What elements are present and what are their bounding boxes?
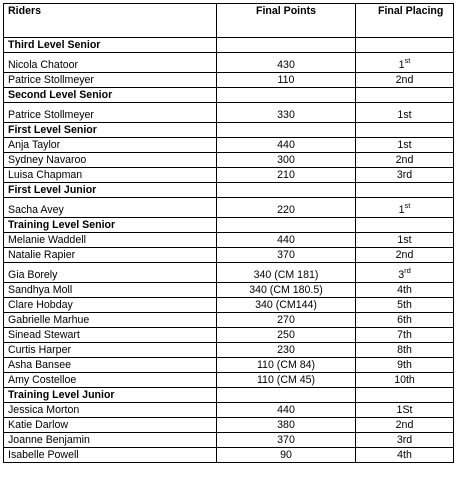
table-row — [4, 373, 454, 388]
table-row — [4, 103, 454, 123]
final-placing: 4th — [356, 283, 454, 298]
empty-cell — [356, 183, 454, 198]
rider-name: Gia Borely — [4, 263, 217, 283]
final-placing: 1st — [356, 138, 454, 153]
rider-name: Sacha Avey — [4, 198, 217, 218]
header-row — [4, 4, 454, 38]
final-placing: 4th — [356, 448, 454, 463]
table-row — [4, 153, 454, 168]
empty-cell — [217, 123, 356, 138]
table-row — [4, 448, 454, 463]
table-body — [4, 38, 454, 463]
final-placing: 3rd — [356, 168, 454, 183]
final-placing — [356, 198, 454, 218]
results-table — [3, 3, 454, 463]
rider-name: Patrice Stollmeyer — [4, 103, 217, 123]
section-header-row — [4, 123, 454, 138]
final-placing: 5th — [356, 298, 454, 313]
final-placing: 2nd — [356, 153, 454, 168]
rider-name: Asha Bansee — [4, 358, 217, 373]
final-placing: 2nd — [356, 73, 454, 88]
final-placing: 1st — [356, 233, 454, 248]
final-points: 340 (CM 181) — [217, 263, 356, 283]
section-header-row — [4, 218, 454, 233]
final-points: 110 (CM 45) — [217, 373, 356, 388]
table-row — [4, 138, 454, 153]
table-row — [4, 328, 454, 343]
table-row — [4, 403, 454, 418]
final-points: 430 — [217, 53, 356, 73]
rider-name: Patrice Stollmeyer — [4, 73, 217, 88]
final-points: 110 (CM 84) — [217, 358, 356, 373]
rider-name: Sandhya Moll — [4, 283, 217, 298]
table-header — [4, 4, 454, 38]
table-row — [4, 283, 454, 298]
final-points: 340 (CM144) — [217, 298, 356, 313]
final-placing: 1St — [356, 403, 454, 418]
table-row — [4, 313, 454, 328]
placing-number: 3 — [398, 269, 405, 281]
table-row — [4, 263, 454, 283]
final-placing: 1st — [356, 103, 454, 123]
placing-suffix: st — [404, 56, 411, 65]
final-placing — [356, 53, 454, 73]
riders-header: Riders — [4, 4, 217, 38]
final-points: 440 — [217, 233, 356, 248]
rider-name: Gabrielle Marhue — [4, 313, 217, 328]
empty-cell — [217, 38, 356, 53]
table-row — [4, 298, 454, 313]
section-header-row — [4, 38, 454, 53]
final-points: 340 (CM 180.5) — [217, 283, 356, 298]
table-row — [4, 358, 454, 373]
empty-cell — [356, 218, 454, 233]
table-row — [4, 233, 454, 248]
table-row — [4, 433, 454, 448]
section-header-row — [4, 388, 454, 403]
final-placing: 3rd — [356, 433, 454, 448]
empty-cell — [217, 88, 356, 103]
table-row — [4, 343, 454, 358]
rider-name: Katie Darlow — [4, 418, 217, 433]
rider-name: Melanie Waddell — [4, 233, 217, 248]
final-placing: 2nd — [356, 248, 454, 263]
placing-number: 1 — [398, 204, 405, 216]
table-row — [4, 168, 454, 183]
final-placing — [356, 263, 454, 283]
final-points: 90 — [217, 448, 356, 463]
final-points: 220 — [217, 198, 356, 218]
section-title: Third Level Senior — [4, 38, 217, 53]
table-row — [4, 73, 454, 88]
placing-suffix: st — [404, 201, 411, 210]
rider-name: Sinead Stewart — [4, 328, 217, 343]
table-row — [4, 53, 454, 73]
final-points: 110 — [217, 73, 356, 88]
section-header-row — [4, 183, 454, 198]
empty-cell — [356, 388, 454, 403]
rider-name: Luisa Chapman — [4, 168, 217, 183]
final-placing: 6th — [356, 313, 454, 328]
empty-cell — [217, 218, 356, 233]
final-points: 440 — [217, 138, 356, 153]
rider-name: Jessica Morton — [4, 403, 217, 418]
rider-name: Sydney Navaroo — [4, 153, 217, 168]
final-placing-header: Final Placing — [356, 4, 454, 38]
empty-cell — [356, 88, 454, 103]
table-row — [4, 418, 454, 433]
rider-name: Curtis Harper — [4, 343, 217, 358]
final-points: 440 — [217, 403, 356, 418]
rider-name: Clare Hobday — [4, 298, 217, 313]
empty-cell — [217, 183, 356, 198]
section-title: First Level Senior — [4, 123, 217, 138]
final-points: 380 — [217, 418, 356, 433]
placing-suffix: rd — [404, 266, 411, 275]
rider-name: Nicola Chatoor — [4, 53, 217, 73]
rider-name: Anja Taylor — [4, 138, 217, 153]
final-points: 210 — [217, 168, 356, 183]
final-placing: 7th — [356, 328, 454, 343]
final-points: 370 — [217, 433, 356, 448]
rider-name: Amy Costelloe — [4, 373, 217, 388]
final-placing: 8th — [356, 343, 454, 358]
section-title: Second Level Senior — [4, 88, 217, 103]
table-row — [4, 248, 454, 263]
rider-name: Isabelle Powell — [4, 448, 217, 463]
final-points-header: Final Points — [217, 4, 356, 38]
final-placing: 10th — [356, 373, 454, 388]
rider-name: Natalie Rapier — [4, 248, 217, 263]
final-placing: 2nd — [356, 418, 454, 433]
section-title: First Level Junior — [4, 183, 217, 198]
final-points: 370 — [217, 248, 356, 263]
final-points: 270 — [217, 313, 356, 328]
section-title: Training Level Senior — [4, 218, 217, 233]
section-title: Training Level Junior — [4, 388, 217, 403]
final-placing: 9th — [356, 358, 454, 373]
final-points: 230 — [217, 343, 356, 358]
empty-cell — [217, 388, 356, 403]
final-points: 300 — [217, 153, 356, 168]
final-points: 250 — [217, 328, 356, 343]
rider-name: Joanne Benjamin — [4, 433, 217, 448]
section-header-row — [4, 88, 454, 103]
empty-cell — [356, 123, 454, 138]
final-points: 330 — [217, 103, 356, 123]
placing-number: 1 — [398, 59, 405, 71]
empty-cell — [356, 38, 454, 53]
table-row — [4, 198, 454, 218]
